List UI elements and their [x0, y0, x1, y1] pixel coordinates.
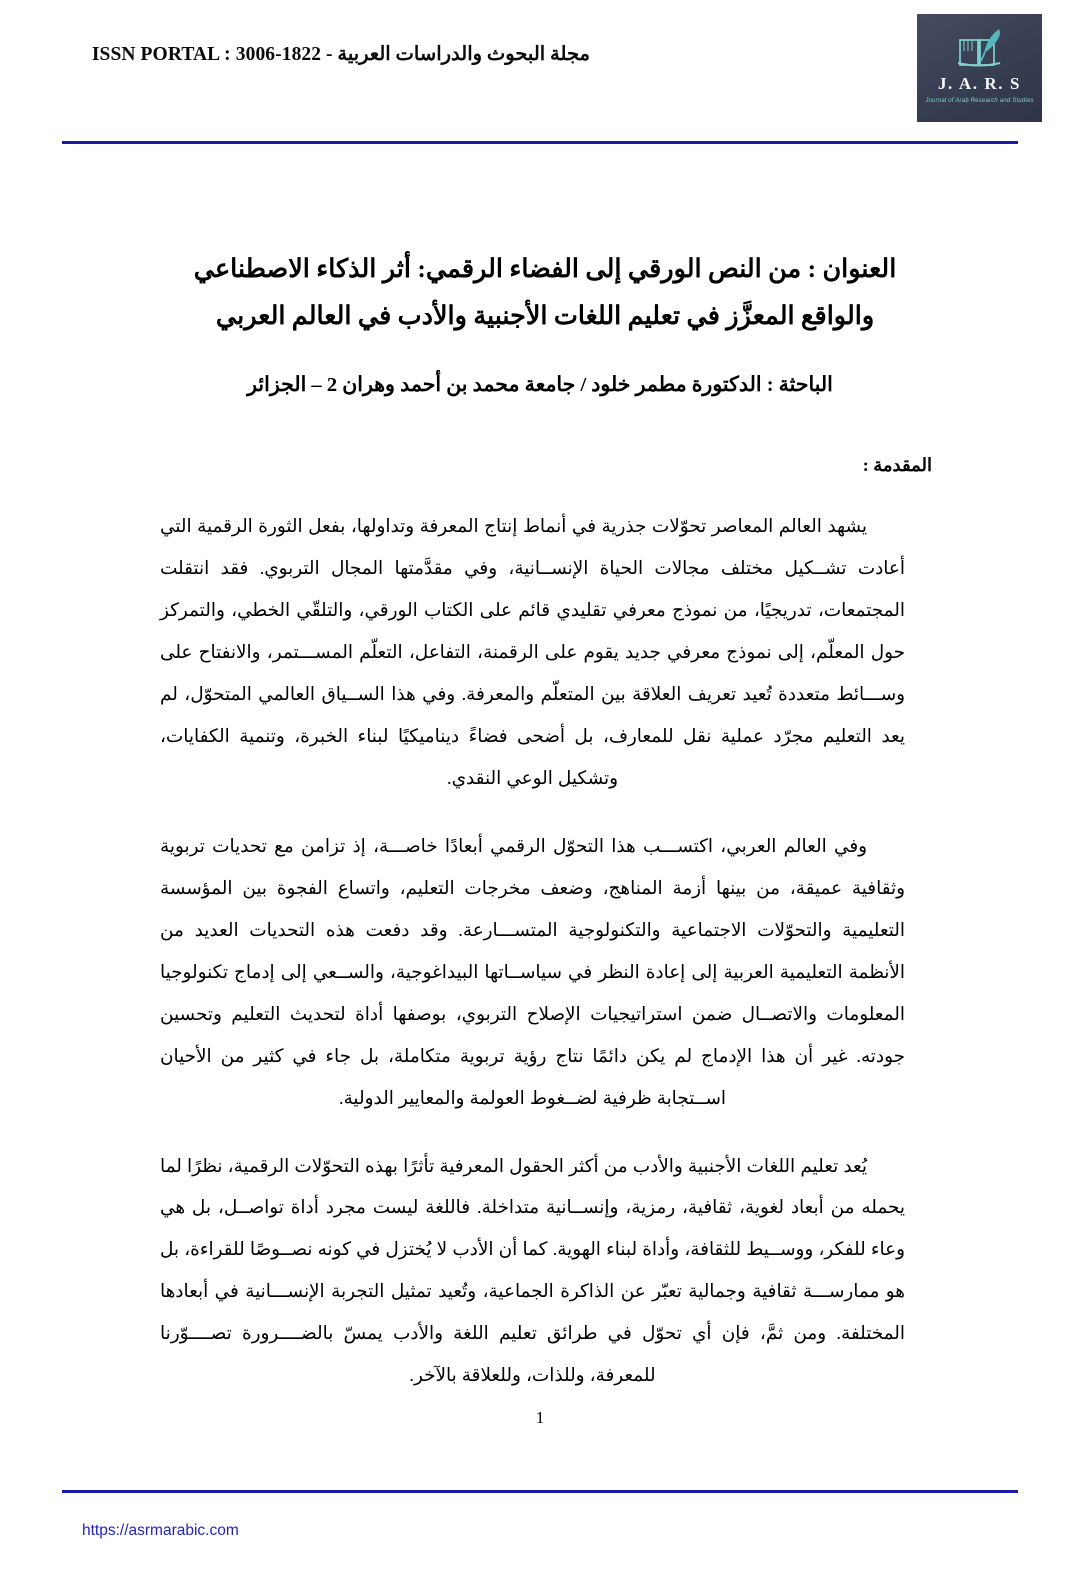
header-divider	[62, 141, 1018, 144]
logo-subtitle: Journal of Arab Research and Studies	[925, 98, 1034, 104]
journal-issn-line	[92, 42, 590, 66]
paragraph: يشهد العالم المعاصر تحوّلات جذرية في أنماط إنتاج المعرفة وتداولها، بفعل الثورة الرقمية التي أعادت تشــكيل مختلف مجالات الحياة الإنســانية، وفي مقدَّمتها المجال التربوي. فقد انتقلت المجتمعات، تدريجيًا، من نموذج معرفي تقليدي قائم على الكتاب الورقي، والتلقّي الخطي، والتمركز حول المعلّم، إلى نموذج معرفي جديد يقوم على الرقمنة، التفاعل، التعلّم المســـتمر، والانفتاح على وســـائط متعددة تُعيد تعريف العلاقة بين المتعلّم والمعرفة. وفي هذا الســياق العالمي المتحوّل، لم يعد التعليم مجرّد عملية نقل للمعارف، بل أضحى فضاءً ديناميكيًا لبناء الخبرة، وتنمية الكفايات، وتشكيل الوعي النقدي.	[160, 516, 905, 788]
logo-acronym: J. A. R. S	[937, 74, 1022, 93]
journal-name-text: مجلة البحوث والدراسات العربية -	[321, 44, 590, 65]
footer-divider	[62, 1490, 1018, 1493]
article-body	[0, 150, 1080, 1397]
section-heading-introduction: المقدمة :	[862, 455, 932, 476]
journal-logo	[917, 14, 1042, 122]
footer-website-link[interactable]: https://asrmarabic.com	[82, 1522, 239, 1539]
page-title: العنوان : من النص الورقي إلى الفضاء الرقمي: أثر الذكاء الاصطناعي والواقع المعزَّز في تعليم اللغات الأجنبية والأدب في العالم العربي	[193, 254, 897, 331]
paragraph: يُعد تعليم اللغات الأجنبية والأدب من أكثر الحقول المعرفية تأثرًا بهذه التحوّلات الرقمية، نظرًا لما يحمله من أبعاد لغوية، ثقافية، رمزية، وإنســانية متداخلة. فاللغة ليست مجرد أداة تواصــل، بل هي وعاء للفكر، ووســيط للثقافة، وأداة لبناء الهوية. كما أن الأدب لا يُختزل في كونه نصــوصًا للقراءة، بل هو ممارســـة ثقافية وجمالية تعبّر عن الذاكرة الجماعية، وتُعيد تمثيل التجربة الإنســـانية في أبعادها المختلفة. ومن ثمَّ، فإن أي تحوّل في طرائق تعليم اللغة والأدب يمسّ بالضــــرورة تصــــوّرنا للمعرفة، وللذات، وللعلاقة بالآخر.	[160, 1155, 905, 1386]
issn-portal-text: ISSN PORTAL : 3006-1822	[91, 44, 322, 65]
paragraph: وفي العالم العربي، اكتســـب هذا التحوّل الرقمي أبعادًا خاصـــة، إذ تزامن مع تحديات تربوية وثقافية عميقة، من بينها أزمة المناهج، وضعف مخرجات التعليم، واتساع الفجوة بين المؤسسة التعليمية والتحوّلات الاجتماعية والتكنولوجية المتســـارعة. وقد دفعت هذه التحديات العديد من الأنظمة التعليمية العربية إلى إعادة النظر في سياســاتها البيداغوجية، والســعي إلى إدماج تكنولوجيا المعلومات والاتصــال ضمن استراتيجيات الإصلاح التربوي، بوصفها أداة لتحديث التعليم وتحسين جودته. غير أن هذا الإدماج لم يكن دائمًا نتاج رؤية تربوية متكاملة، بل جاء في كثير من الأحيان اســتجابة ظرفية لضــغوط العولمة والمعايير الدولية.	[160, 835, 905, 1108]
page-number: 1	[535, 1408, 545, 1427]
page-header	[0, 0, 1080, 150]
author-affiliation: الباحثة : الدكتورة مطمر خلود / جامعة محمد بن أحمد وهران 2 – الجزائر	[247, 374, 833, 397]
book-and-quill-icon	[917, 26, 1042, 72]
